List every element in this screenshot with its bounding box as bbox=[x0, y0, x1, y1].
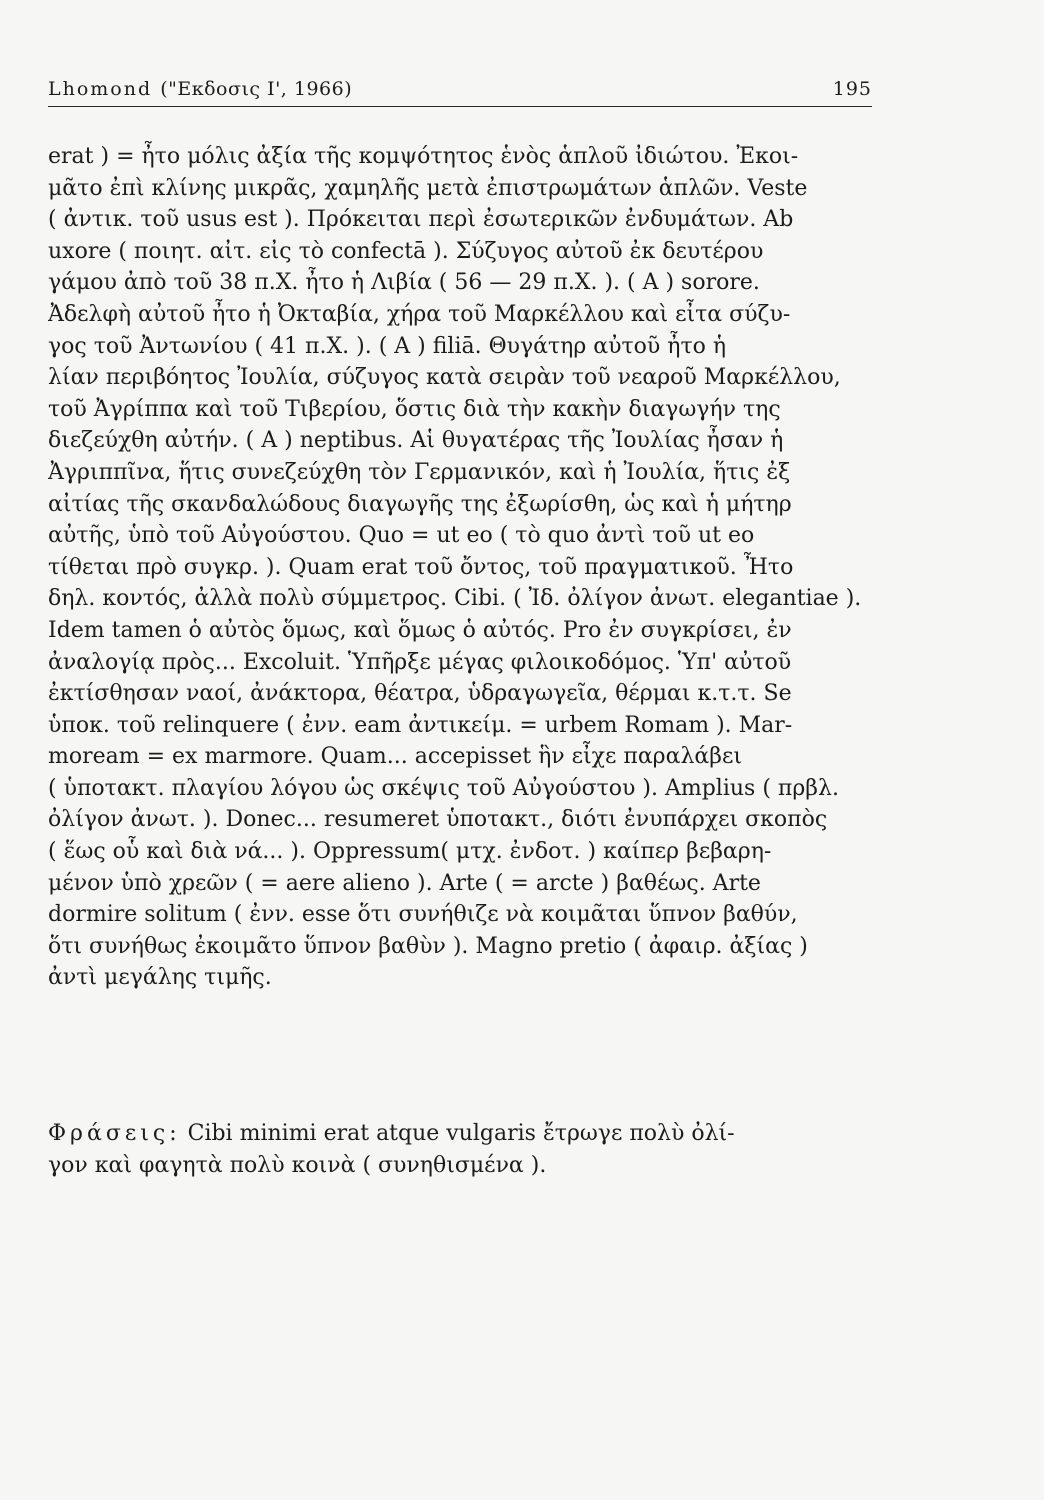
phrases-line-1 bbox=[48, 1118, 880, 1150]
text-line: Ἀδελφὴ αὐτοῦ ἦτο ἡ Ὀκταβία, χήρα τοῦ Μαρκέλλου καὶ εἶτα σύζυ- bbox=[48, 301, 791, 327]
text-line: τίθεται πρὸ συγκρ. ). Quam erat τοῦ ὄντος, τοῦ πραγματικοῦ. Ἦτο bbox=[48, 554, 794, 580]
text-line: ἐκτίσθησαν ναοί, ἀνάκτορα, θέατρα, ὑδραγωγεῖα, θέρμαι κ.τ.τ. Se bbox=[48, 681, 792, 707]
text-line: erat ) = ἦτο μόλις ἀξία τῆς κομψότητος ἑνὸς ἁπλοῦ ἰδιώτου. Ἐκοι- bbox=[48, 144, 799, 169]
text-line: moream = ex marmore. Quam... accepisset ἣν εἶχε παραλάβει bbox=[48, 744, 743, 770]
phrases-line-2: γον καὶ φαγητὰ πολὺ κοινὰ ( συνηθισμένα ). bbox=[48, 1152, 547, 1178]
text-line: ( ὑποτακτ. πλαγίου λόγου ὡς σκέψις τοῦ Αὐγούστου ). Amplius ( πρβλ. bbox=[48, 775, 839, 801]
text-line: διεζεύχθη αὐτήν. ( Α ) neptibus. Αἱ θυγατέρας τῆς Ἰουλίας ἦσαν ἡ bbox=[48, 428, 784, 454]
running-title bbox=[48, 78, 352, 100]
text-line: αἰτίας τῆς σκανδαλώδους διαγωγῆς της ἐξωρίσθη, ὡς καὶ ἡ μήτηρ bbox=[48, 491, 792, 517]
text-line: ( ἕως οὗ καὶ διὰ νά... ). Oppressum( μτχ. ἐνδοτ. ) καίπερ βεβαρη- bbox=[48, 839, 772, 865]
text-line: γος τοῦ Ἀντωνίου ( 41 π.Χ. ). ( Α ) filiā. Θυγάτηρ αὐτοῦ ἦτο ἡ bbox=[48, 333, 727, 359]
text-line: Idem tamen ὁ αὐτὸς ὅμως, καὶ ὅμως ὁ αὐτός. Pro ἐν συγκρίσει, ἐν bbox=[48, 617, 792, 643]
author-name: Lhomond bbox=[48, 78, 153, 100]
text-line: δηλ. κοντός, ἀλλὰ πολὺ σύμμετρος. Cibi. ( Ἰδ. ὀλίγον ἀνωτ. elegantiae ). bbox=[48, 586, 862, 612]
commentary-text bbox=[48, 141, 880, 994]
text-line: uxore ( ποιητ. αἰτ. εἰς τὸ confectā ). Σύζυγος αὐτοῦ ἐκ δευτέρου bbox=[48, 238, 764, 264]
edition-note: ("Εκδοσις Ι', 1966) bbox=[160, 78, 353, 100]
running-header bbox=[48, 76, 872, 107]
page-number: 195 bbox=[832, 78, 872, 100]
text-line: ὀλίγον ἀνωτ. ). Donec... resumeret ὑποτακτ., διότι ἐνυπάρχει σκοπὸς bbox=[48, 807, 828, 833]
text-line: τοῦ Ἀγρίππα καὶ τοῦ Τιβερίου, ὅστις διὰ τὴν κακὴν διαγωγήν της bbox=[48, 396, 781, 422]
text-line: λίαν περιβόητος Ἰουλία, σύζυγος κατὰ σειρὰν τοῦ νεαροῦ Μαρκέλλου, bbox=[48, 365, 841, 391]
text-line: αὐτῆς, ὑπὸ τοῦ Αὐγούστου. Quo = ut eo ( τὸ quo ἀντὶ τοῦ ut eo bbox=[48, 523, 755, 549]
text-line: γάμου ἀπὸ τοῦ 38 π.Χ. ἦτο ἡ Λιβία ( 56 — 29 π.Χ. ). ( Α ) sorore. bbox=[48, 270, 760, 296]
text-line: dormire solitum ( ἐνν. esse ὅτι συνήθιζε νὰ κοιμᾶται ὕπνον βαθύν, bbox=[48, 902, 798, 928]
phrases-section bbox=[48, 1118, 880, 1181]
text-line: ( ἀντικ. τοῦ usus est ). Πρόκειται περὶ ἐσωτερικῶν ἐνδυμάτων. Ab bbox=[48, 207, 794, 233]
text-line: Ἀγριππῖνα, ἥτις συνεζεύχθη τὸν Γερμανικόν, καὶ ἡ Ἰουλία, ἥτις ἐξ bbox=[48, 459, 791, 485]
phrases-label: Φράσεις: bbox=[48, 1121, 181, 1146]
phrases-text: Cibi minimi erat atque vulgaris ἔτρωγε πολὺ ὀλί- bbox=[187, 1121, 735, 1146]
text-line: ἀντὶ μεγάλης τιμῆς. bbox=[48, 965, 272, 991]
text-line: ὅτι συνήθως ἐκοιμᾶτο ὕπνον βαθὺν ). Magno pretio ( ἀφαιρ. ἀξίας ) bbox=[48, 933, 808, 959]
text-line: ἀναλογίᾳ πρὸς... Excoluit. Ὑπῆρξε μέγας φιλοικοδόμος. Ὑπ' αὐτοῦ bbox=[48, 649, 792, 675]
text-line: μένον ὑπὸ χρεῶν ( = aere alieno ). Arte ( = arcte ) βαθέως. Arte bbox=[48, 870, 761, 896]
text-line: μᾶτο ἐπὶ κλίνης μικρᾶς, χαμηλῆς μετὰ ἐπιστρωμάτων ἁπλῶν. Veste bbox=[48, 175, 808, 201]
text-line: ὑποκ. τοῦ relinquere ( ἐνν. eam ἀντικείμ. = urbem Romam ). Mar- bbox=[48, 712, 793, 738]
